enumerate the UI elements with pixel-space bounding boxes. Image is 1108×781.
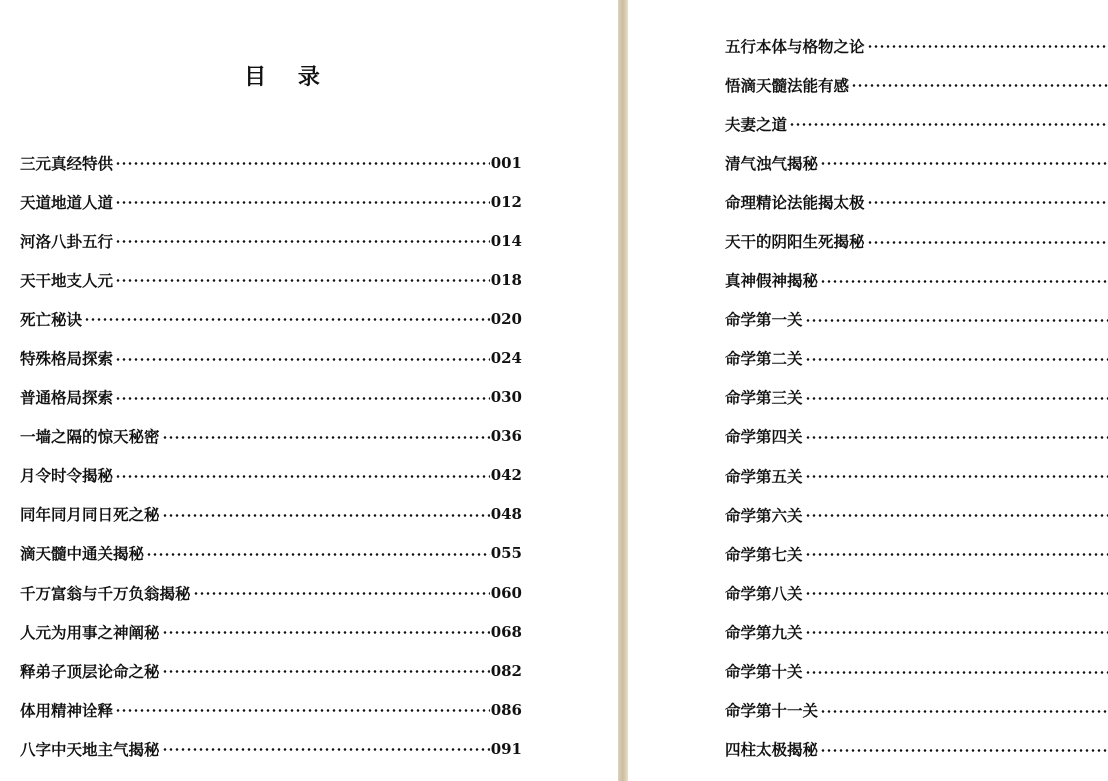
toc-entry (725, 495, 1108, 534)
dot-leader (820, 710, 1108, 713)
dot-leader (162, 748, 490, 751)
toc-entry (725, 182, 1108, 221)
toc-entry-title: 滴天髓中通关揭秘 (20, 544, 145, 564)
toc-entry-title: 悟滴天髓法能有感 (725, 75, 850, 95)
toc-entry (20, 612, 522, 651)
toc-entry-page-number: 018 (490, 270, 522, 289)
toc-entry (725, 691, 1108, 730)
toc-entry (725, 378, 1108, 417)
toc-entry (20, 417, 522, 456)
dot-leader (867, 241, 1108, 244)
toc-entry (725, 534, 1108, 573)
dot-leader (805, 592, 1108, 595)
toc-entry-title: 河洛八卦五行 (20, 231, 114, 251)
toc-entry-title: 四柱太极揭秘 (725, 740, 819, 760)
dot-leader (867, 45, 1108, 48)
toc-entry-title: 命学第二关 (725, 349, 803, 369)
toc-entry (20, 573, 522, 612)
toc-entry-title: 天干地支人元 (20, 270, 114, 290)
toc-entry-title: 同年同月同日死之秘 (20, 505, 160, 525)
toc-entry (20, 651, 522, 690)
dot-leader (789, 123, 1108, 126)
toc-entry-title: 命学第九关 (725, 622, 803, 642)
right-page (628, 0, 1108, 781)
toc-entry (20, 260, 522, 299)
dot-leader (146, 553, 490, 556)
toc-entry-page-number: 048 (490, 505, 522, 524)
toc-entry-title: 五行本体与格物之论 (725, 36, 865, 56)
dot-leader (867, 201, 1108, 204)
dot-leader (162, 670, 490, 673)
toc-entry-page-number: 020 (490, 309, 522, 328)
dot-leader (115, 397, 490, 400)
toc-entry-page-number: 036 (490, 427, 522, 446)
dot-leader (115, 279, 490, 282)
dot-leader (115, 162, 490, 165)
dot-leader (805, 397, 1108, 400)
toc-entry-title: 释弟子顶层论命之秘 (20, 661, 160, 681)
toc-entry (20, 495, 522, 534)
toc-entry-title: 体用精神诠释 (20, 700, 114, 720)
toc-entry (20, 729, 522, 768)
toc-entry-page-number: 012 (490, 192, 522, 211)
toc-entry-page-number: 060 (490, 583, 522, 602)
toc-entry-title: 千万富翁与千万负翁揭秘 (20, 583, 191, 603)
toc-entry-title: 命学第一关 (725, 310, 803, 330)
toc-entry-page-number: 082 (490, 661, 522, 680)
toc-entry (725, 339, 1108, 378)
toc-entry (725, 456, 1108, 495)
dot-leader (805, 514, 1108, 517)
toc-entry-title: 一墙之隔的惊天秘密 (20, 427, 160, 447)
toc-entry-page-number: 042 (490, 466, 522, 485)
toc-entry-page-number: 068 (490, 622, 522, 641)
toc-entry (725, 612, 1108, 651)
toc-entry (725, 143, 1108, 182)
toc-entry-page-number: 055 (490, 544, 522, 563)
toc-entry-title: 特殊格局探索 (20, 349, 114, 369)
toc-entry-title: 人元为用事之神阐秘 (20, 622, 160, 642)
dot-leader (805, 319, 1108, 322)
toc-entry (20, 690, 522, 729)
dot-leader (805, 475, 1108, 478)
dot-leader (115, 709, 490, 712)
dot-leader (115, 358, 490, 361)
right-toc-list (725, 26, 1108, 769)
toc-entry (725, 104, 1108, 143)
toc-entry-title: 清气浊气揭秘 (725, 153, 819, 173)
toc-entry-title: 命学第八关 (725, 583, 803, 603)
toc-entry-title: 三元真经特供 (20, 153, 114, 173)
left-toc-list (20, 143, 522, 769)
toc-entry (20, 456, 522, 495)
toc-entry (725, 26, 1108, 65)
dot-leader (115, 201, 490, 204)
dot-leader (162, 436, 490, 439)
dot-leader (162, 514, 490, 517)
dot-leader (820, 749, 1108, 752)
toc-title: 目 录 (244, 65, 332, 90)
dot-leader (193, 592, 490, 595)
toc-entry (725, 573, 1108, 612)
toc-entry-title: 天干的阴阳生死揭秘 (725, 232, 865, 252)
toc-entry-title: 真神假神揭秘 (725, 271, 819, 291)
dot-leader (115, 475, 490, 478)
toc-entry-title: 命学第三关 (725, 388, 803, 408)
toc-entry-page-number: 014 (490, 231, 522, 250)
dot-leader (84, 318, 490, 321)
toc-entry-page-number: 091 (490, 739, 522, 758)
dot-leader (851, 84, 1108, 87)
toc-entry-page-number: 086 (490, 700, 522, 719)
toc-entry (725, 65, 1108, 104)
toc-entry-page-number: 001 (490, 153, 522, 172)
toc-entry (20, 299, 522, 338)
toc-entry-title: 普通格局探索 (20, 388, 114, 408)
toc-entry-title: 命学第十一关 (725, 701, 819, 721)
dot-leader (115, 240, 490, 243)
toc-entry-title: 命学第四关 (725, 427, 803, 447)
toc-entry-title: 死亡秘诀 (20, 309, 83, 329)
toc-entry (20, 534, 522, 573)
toc-entry (20, 221, 522, 260)
toc-entry (20, 143, 522, 182)
toc-entry-page-number: 024 (490, 349, 522, 368)
dot-leader (805, 436, 1108, 439)
book-spine (618, 0, 628, 781)
toc-entry-title: 八字中天地主气揭秘 (20, 739, 160, 759)
dot-leader (805, 631, 1108, 634)
toc-entry-title: 命学第七关 (725, 544, 803, 564)
dot-leader (820, 280, 1108, 283)
toc-entry-title: 命学第六关 (725, 505, 803, 525)
toc-entry (725, 417, 1108, 456)
toc-entry-title: 天道地道人道 (20, 192, 114, 212)
toc-entry-page-number: 030 (490, 388, 522, 407)
toc-entry (20, 378, 522, 417)
dot-leader (820, 162, 1108, 165)
dot-leader (162, 631, 490, 634)
toc-entry (725, 261, 1108, 300)
toc-entry (20, 338, 522, 377)
toc-entry (725, 300, 1108, 339)
toc-entry (20, 182, 522, 221)
toc-entry-title: 命理精论法能揭太极 (725, 192, 865, 212)
dot-leader (805, 671, 1108, 674)
toc-entry-title: 命学第五关 (725, 466, 803, 486)
toc-entry (725, 221, 1108, 260)
toc-entry-title: 夫妻之道 (725, 114, 788, 134)
toc-entry (725, 652, 1108, 691)
toc-entry-title: 月令时令揭秘 (20, 466, 114, 486)
toc-entry-title: 命学第十关 (725, 662, 803, 682)
dot-leader (805, 553, 1108, 556)
toc-entry (725, 730, 1108, 769)
dot-leader (805, 358, 1108, 361)
